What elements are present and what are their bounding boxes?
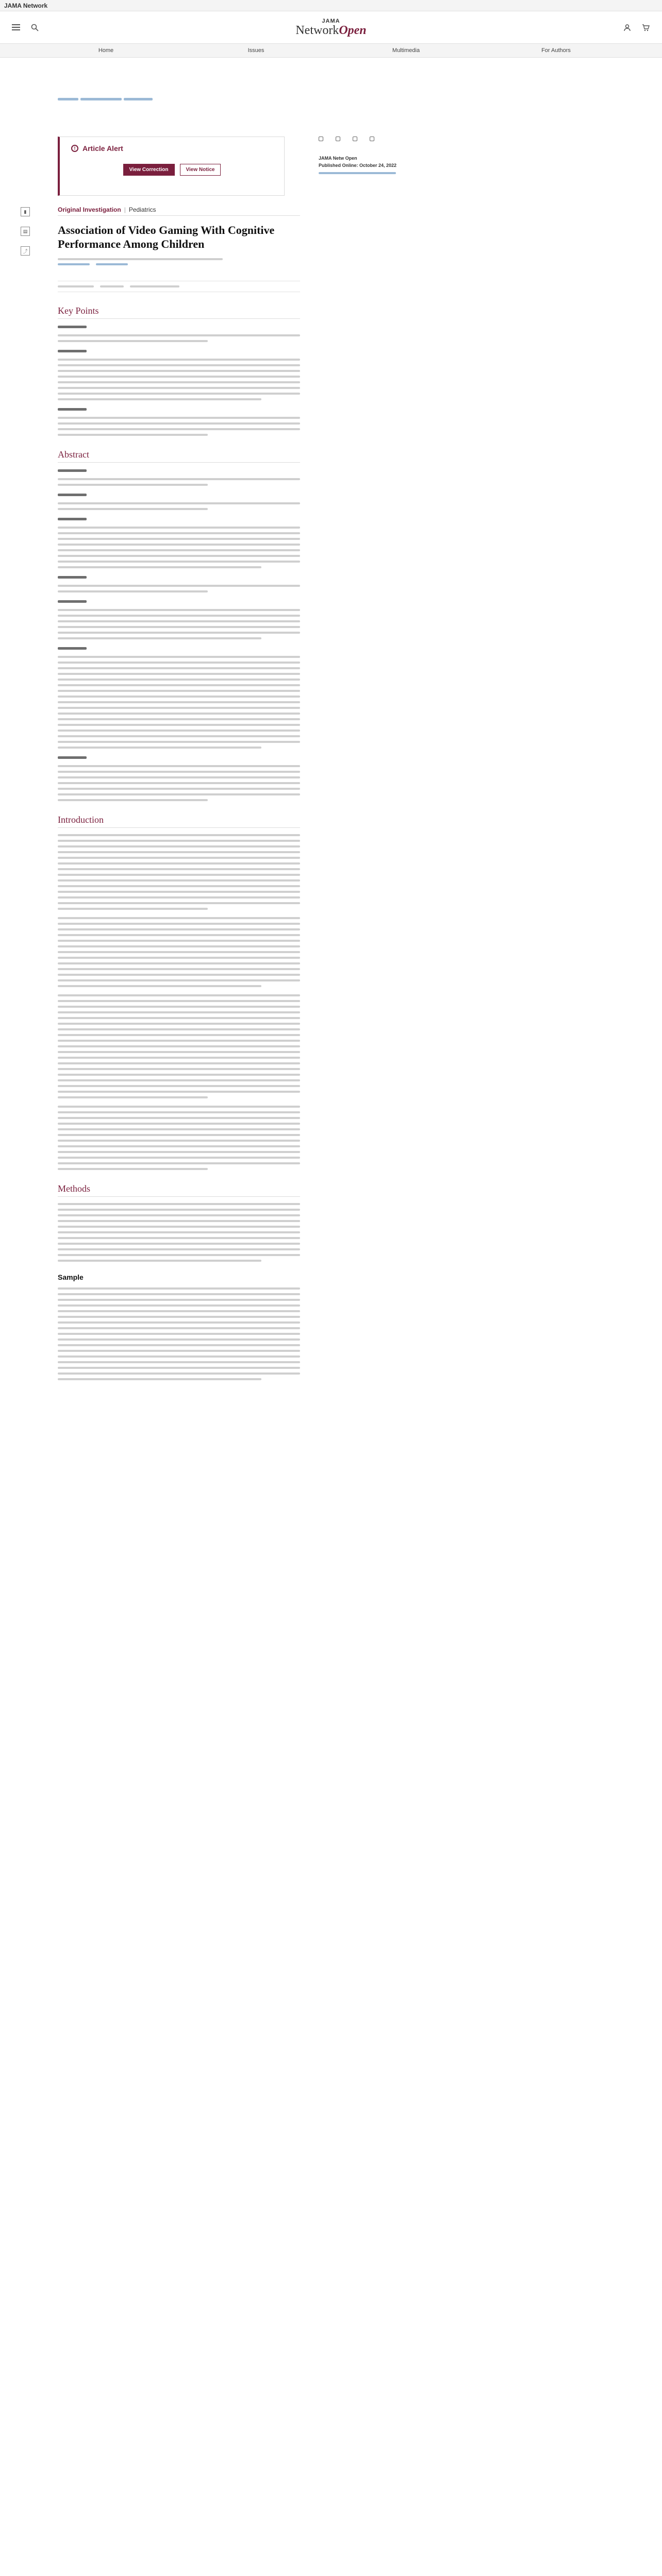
nav-home[interactable]: Home xyxy=(98,47,114,54)
introduction-heading: Introduction xyxy=(58,815,300,828)
masthead-left xyxy=(10,22,40,33)
view-notice-button[interactable]: View Notice xyxy=(180,164,221,176)
author-list xyxy=(58,258,300,260)
article-alert-header xyxy=(71,144,273,152)
abstract-design xyxy=(58,517,300,568)
article-alert-title: Article Alert xyxy=(82,144,123,152)
breadcrumb-journal[interactable] xyxy=(80,98,122,100)
view-correction-button[interactable]: View Correction xyxy=(123,164,175,176)
rail-metrics[interactable] xyxy=(353,137,357,141)
cite-icon xyxy=(319,137,323,141)
article-alert xyxy=(58,137,285,196)
network-bar-label: JAMA Network xyxy=(4,2,48,9)
introduction-paragraph xyxy=(58,917,300,987)
share-icon: ⤴ xyxy=(21,246,30,256)
publication-info xyxy=(319,155,473,178)
abstract-heading: Abstract xyxy=(58,449,300,463)
key-points-question xyxy=(58,325,300,342)
main-nav xyxy=(0,43,662,58)
cart-icon[interactable] xyxy=(640,22,652,33)
article-alert-actions xyxy=(71,164,273,176)
rail-comments[interactable] xyxy=(370,137,374,141)
abstract-conclusions xyxy=(58,756,300,801)
rail-published: Published Online: October 24, 2022 xyxy=(319,163,397,168)
author-names[interactable] xyxy=(58,258,223,260)
article-tools xyxy=(14,207,36,256)
permissions-icon xyxy=(336,137,340,141)
breadcrumb-home[interactable] xyxy=(58,98,78,100)
masthead-right xyxy=(622,22,652,33)
breadcrumb-issue[interactable] xyxy=(124,98,153,100)
introduction-paragraph xyxy=(58,994,300,1098)
share-tool[interactable] xyxy=(21,246,30,256)
introduction-paragraph xyxy=(58,834,300,910)
article-tabs xyxy=(58,281,300,292)
abstract-body xyxy=(58,469,300,801)
methods-body xyxy=(58,1203,300,1262)
article-specialty[interactable]: Pediatrics xyxy=(128,206,156,213)
tab-figures[interactable] xyxy=(100,285,124,287)
nav-issues[interactable]: Issues xyxy=(247,47,264,54)
tab-related-articles[interactable] xyxy=(58,285,94,287)
logo-jama: JAMA xyxy=(322,18,340,24)
article-type-row xyxy=(58,206,300,216)
key-points-findings xyxy=(58,349,300,400)
bookmark-tool[interactable] xyxy=(21,207,30,216)
breadcrumb xyxy=(58,98,662,100)
rail-actions xyxy=(319,137,607,141)
alert-icon: ! xyxy=(71,145,78,152)
key-points-heading: Key Points xyxy=(58,306,300,319)
comments-icon xyxy=(370,137,374,141)
abstract-results xyxy=(58,647,300,749)
abstract-exposures xyxy=(58,575,300,592)
tab-supplemental-content[interactable] xyxy=(130,285,179,287)
journal-logo[interactable] xyxy=(295,19,366,37)
pdf-icon: ▤ xyxy=(21,227,30,236)
introduction-body xyxy=(58,834,300,1170)
bookmark-icon: ▮ xyxy=(21,207,30,216)
user-icon[interactable] xyxy=(622,22,633,33)
metrics-icon xyxy=(353,137,357,141)
logo-network: Network xyxy=(295,23,339,37)
introduction-paragraph xyxy=(58,1106,300,1170)
article-type-divider: | xyxy=(124,206,126,213)
author-affiliations-link[interactable] xyxy=(58,263,90,265)
methods-heading: Methods xyxy=(58,1183,300,1197)
rail-permissions[interactable] xyxy=(336,137,340,141)
article-title: Association of Video Gaming With Cognitive Performance Among Children xyxy=(58,224,275,250)
nav-multimedia[interactable]: Multimedia xyxy=(392,47,420,54)
menu-icon[interactable] xyxy=(10,22,22,33)
abstract-objective xyxy=(58,493,300,510)
abstract-importance xyxy=(58,469,300,486)
logo-open: Open xyxy=(339,23,367,37)
key-points-meaning xyxy=(58,408,300,436)
sample-body xyxy=(58,1287,300,1380)
nav-for-authors[interactable]: For Authors xyxy=(541,47,571,54)
logo-wordmark xyxy=(295,24,366,37)
masthead xyxy=(0,11,662,43)
article-information-link[interactable] xyxy=(96,263,128,265)
abstract-outcomes xyxy=(58,600,300,639)
article-type[interactable]: Original Investigation xyxy=(58,206,121,213)
pdf-tool[interactable] xyxy=(21,227,30,236)
article-main xyxy=(58,206,300,1387)
network-bar xyxy=(0,0,662,11)
sample-paragraph xyxy=(58,1287,300,1380)
rail-doi-link[interactable] xyxy=(319,172,396,174)
rail-cite[interactable] xyxy=(319,137,323,141)
rail-journal: JAMA Netw Open xyxy=(319,156,357,161)
key-points-body xyxy=(58,325,300,436)
search-icon[interactable] xyxy=(29,22,40,33)
author-links xyxy=(58,263,300,265)
methods-paragraph xyxy=(58,1203,300,1262)
sample-heading: Sample xyxy=(58,1273,84,1281)
